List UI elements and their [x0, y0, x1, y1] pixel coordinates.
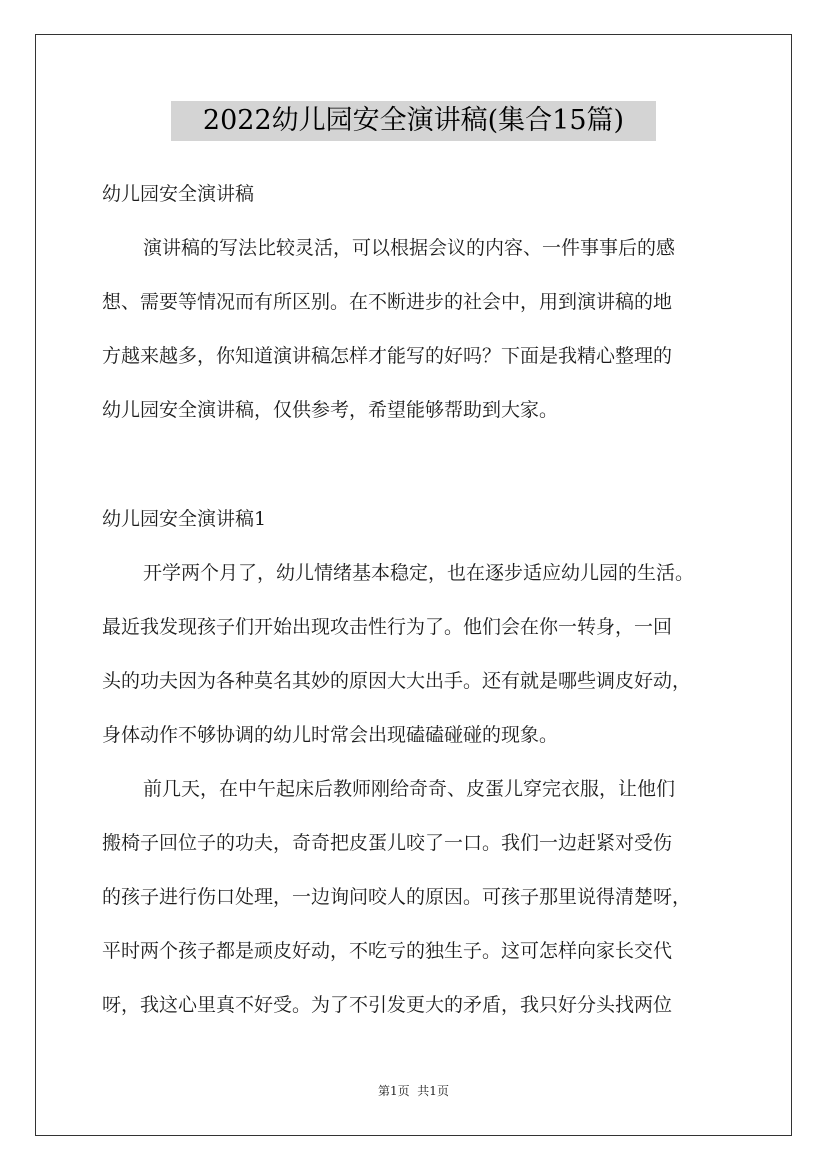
section-heading-1: 幼儿园安全演讲稿1: [102, 508, 267, 530]
para1-line-4: 身体动作不够协调的幼儿时常会出现磕磕碰碰的现象。: [102, 724, 559, 746]
para2-line-1: 前几天，在中午起床后教师刚给奇奇、皮蛋儿穿完衣服，让他们: [143, 778, 676, 800]
document-title: 2022幼儿园安全演讲稿(集合15篇): [171, 101, 656, 141]
para2-line-4: 平时两个孩子都是顽皮好动，不吃亏的独生子。这可怎样向家长交代: [102, 940, 673, 962]
para1-line-3: 头的功夫因为各种莫名其妙的原因大大出手。还有就是哪些调皮好动，: [102, 670, 692, 692]
para1-line-2: 最近我发现孩子们开始出现攻击性行为了。他们会在你一转身，一回: [102, 616, 673, 638]
intro-line-3: 方越来越多，你知道演讲稿怎样才能写的好吗？下面是我精心整理的: [102, 345, 673, 367]
page-number: 第1页 共1页: [378, 1084, 449, 1098]
intro-line-4: 幼儿园安全演讲稿，仅供参考，希望能够帮助到大家。: [102, 399, 559, 421]
section-heading-intro: 幼儿园安全演讲稿: [102, 183, 255, 205]
intro-line-2: 想、需要等情况而有所区别。在不断进步的社会中，用到演讲稿的地: [102, 291, 673, 313]
para1-line-1: 开学两个月了，幼儿情绪基本稳定，也在逐步适应幼儿园的生活。: [143, 562, 695, 584]
para2-line-5: 呀，我这心里真不好受。为了不引发更大的矛盾，我只好分头找两位: [102, 994, 673, 1016]
intro-line-1: 演讲稿的写法比较灵活，可以根据会议的内容、一件事事后的感: [143, 237, 676, 259]
para2-line-3: 的孩子进行伤口处理，一边询问咬人的原因。可孩子那里说得清楚呀，: [102, 886, 692, 908]
para2-line-2: 搬椅子回位子的功夫，奇奇把皮蛋儿咬了一口。我们一边赶紧对受伤: [102, 832, 673, 854]
